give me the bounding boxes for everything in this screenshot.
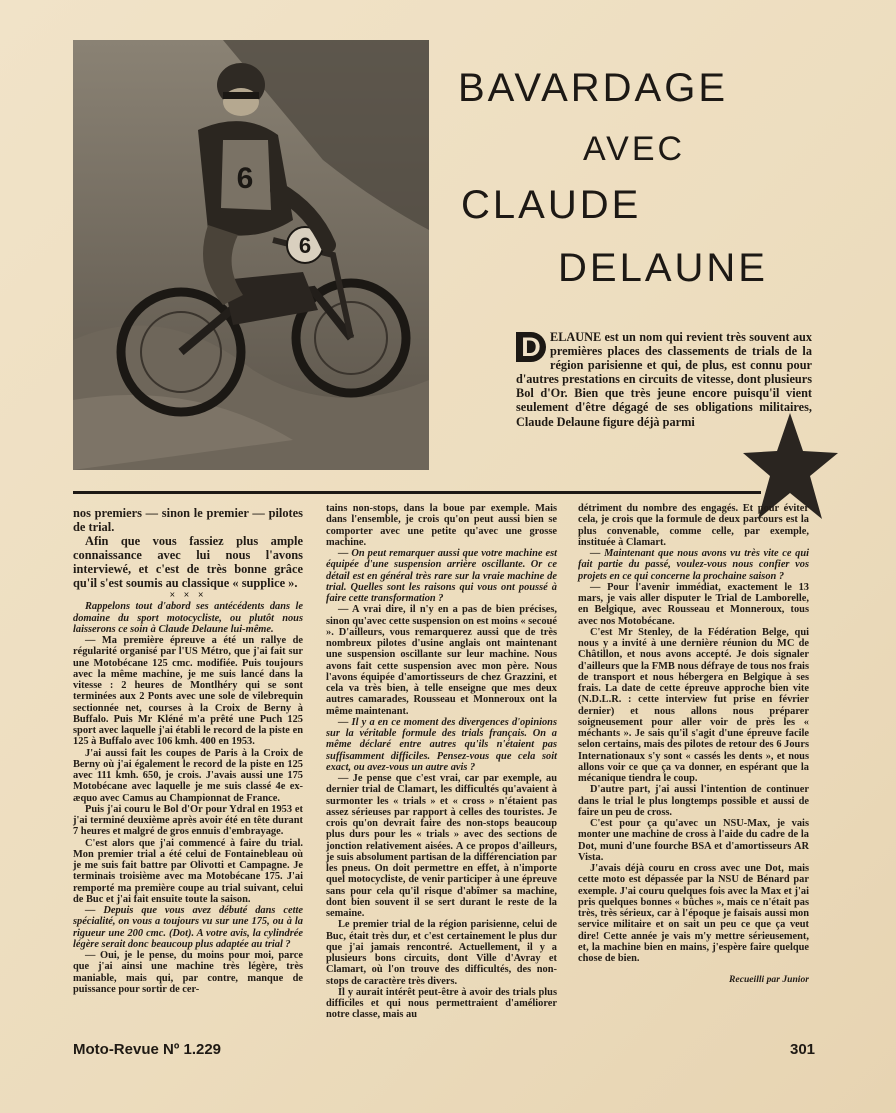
col1-paragraph: Rappelons tout d'abord ses antécédents dans le domaine du sport motocycliste, ou plutôt nous laisserons ce soin à Claude Delaune lui-même. [73,601,303,635]
col3-paragraph: — Maintenant que nous avons vu très vite ce qui fait partie du passé, voulez-vous nous confier vos projets en ce qui concerne la prochaine saison ? [578,548,809,582]
col2-paragraph: tains non-stops, dans la boue par exemple. Mais dans l'ensemble, je crois qu'on peut aussi bien se comporter avec une petite qu'avec une grosse machine. [326,503,557,548]
col3-paragraph: D'autre part, j'ai aussi l'intention de continuer dans le trial le plus longtemps possible et aussi de faire un peu de cross. [578,784,809,818]
col3-paragraph: — Pour l'avenir immédiat, exactement le 13 mars, je vais aller disputer le Trial de Lamborelle, en Belgique, avec Rousseau et Monneroux, tous avec nos Motobécane. [578,581,809,627]
title-line-3: CLAUDE [461,183,642,227]
col1-paragraph: J'ai aussi fait les coupes de Paris à la Croix de Berny où j'ai également le record de la piste en 125 avec 111 kmh. 650, je crois. J'avais aussi une 175 Motobécane avec laquelle je me suis classé 4e ex-æquo avec Camus au Championnat de France. [73,747,303,804]
col2-paragraph: — Il y a en ce moment des divergences d'opinions sur la véritable formule des trials français. On a même déclaré entre autres qu'ils n'étaient pas suffisamment difficiles. Pensez-vous que cela soit exact, ou avez-vous un autre avis ? [326,716,557,773]
intro-text: ELAUNE est un nom qui revient très souvent aux premières places des classements de trials de la région parisienne et qui, de plus, est connu pour d'autres prestations en circuits de vitesse, dont plusieurs Bol d'Or. Bien que très jeune encore puisqu'il vient seulement d'être dégagé de ses obligations militaires, Claude Delaune figure déjà parmi [516,330,812,429]
col2-paragraph: — A vrai dire, il n'y en a pas de bien précises, sinon qu'avec cette suspension on est moins « secoué ». D'ailleurs, vous remarquerez aussi que de très nombreux pilotes d'usine anglais ont maintenant une suspension oscillante sur leur machine. Nous avons fait cette suspension avec mon père. Nous l'avons équipée d'amortisseurs de chez Grazzini, et cela va très bien, à telle enseigne que mes deux autres camarades, Rousseau et Monneroux ont la même maintenant. [326,604,557,717]
footer-page-number: 301 [790,1041,816,1058]
col1-paragraph: — Oui, je le pense, du moins pour moi, parce que j'ai ainsi une machine très légère, très maniable, mais qui, par contre, manque de puissance pour sortir de cer- [73,950,303,995]
footer-magazine: Moto-Revue Nº 1.229 [73,1041,222,1058]
col1-paragraph: Puis j'ai couru le Bol d'Or pour Ydral en 1953 et j'ai terminé deuxième après avoir été en tête durant 7 heures et malgré de gros ennuis d'embrayage. [73,803,303,838]
col3-paragraph: J'avais déjà couru en cross avec une Dot, mais cette moto est dépassée par la NSU de Bénard par exemple. J'ai couru quelques fois avec la Max et j'ai pris quelques bonnes « bûches », mais ce n'était pas très, très sérieux, car à l'époque je faisais aussi mon service militaire et on sait un peu ce que ça veut dire! Cette année je vais m'y mettre sérieusement, et, la machine bien en mains, j'espère faire quelque chose de bien. [578,863,809,964]
col3-paragraph: C'est Mr Stenley, de la Fédération Belge, qui nous y a invité à une dernière réunion du MC de Châtillon, et nous avons accepté. Je dois signaler d'ailleurs que la FMB nous défraye de tous nos frais de transport et nous hébergera en Belgique à ses frais. La date de cette épreuve approche bien vite (N.D.L.R. : cette interview fut prise en février dernier) et nous allons nous préparer soigneusement pour aller voir de près les « méchants ». Je sais qu'il s'agit d'une épreuve facile selon certains, mais des pilotes de retour des 6 Jours Internationaux s'y sont « cassés les dents », et nous allons voir ce que ça va donner, en espérant que la mécanique tiendra le coup. [578,626,809,784]
col2-paragraph: Le premier trial de la région parisienne, celui de Buc, était très dur, et c'est certainement le plus dur que j'ai jamais rencontré. Actuellement, il y a plusieurs bons circuits, dont Ville d'Avray et Clamart, où l'on trouve des difficultés, des non-stops de caractère très divers. [326,919,557,987]
column-1 [73,506,303,995]
dropcap: D [516,332,546,362]
col1-paragraph: C'est alors que j'ai commencé à faire du trial. Mon premier trial a été celui de Fontainebleau où je me suis fait battre par Olivotti et Campagne. Je terminais troisième avec ma Motobécane 175. J'ai remporté ma première coupe au trial suivant, celui de Buc et j'ai fait ensuite toute la saison. [73,837,303,905]
column-3 [578,503,809,986]
col2-paragraph: Il y aurait intérêt peut-être à avoir des trials plus difficiles et qui nous permettraient d'améliorer notre classe, mais au [326,986,557,1021]
col1-paragraph: — Ma première épreuve a été un rallye de régularité organisé par l'US Métro, que j'ai fait sur une Motobécane 125 cmc. modifiée. Puis toujours avec la même machine, je me suis lancé dans la vitesse : 2 heures de Montlhéry qui se sont terminées aux 2 Ponts avec une sole de vilebrequin sectionnée net, courses à la Croix de Berny à Buffalo. Puis Mr Kléné m'a prêté une Puch 125 sport avec laquelle j'ai établi le record de la piste en 125 à Buffalo avec 106 kmh. 400 en 1953. [73,635,303,748]
rider-photo [73,40,429,470]
col3-paragraph: détriment du nombre des engagés. Et pour éviter cela, je crois que la formule de deux parcours est la plus convenable, comme celle, par exemple, instituée à Clamart. [578,503,809,548]
title-line-1: BAVARDAGE [458,66,729,110]
col3-paragraph: Recueilli par Junior [729,974,809,986]
col1-paragraph: nos premiers — sinon le premier — pilotes de trial. [73,506,303,534]
title-line-4: DELAUNE [558,246,768,290]
col3-paragraph: C'est pour ça qu'avec un NSU-Max, je vais monter une machine de cross à l'aide du cadre de la Dot, muni d'une fourche BSA et d'amortisseurs AR Vista. [578,818,809,863]
motorcycle-rider-illustration [73,40,429,470]
section-rule [73,491,761,494]
title-line-2: AVEC [583,130,686,168]
rider-bib-number: 6 [236,162,254,195]
column-2 [326,503,557,1021]
col2-paragraph: — Je pense que c'est vrai, car par exemple, au dernier trial de Clamart, les difficultés qu'avaient à surmonter les « trials » et « cross » n'étaient pas assez sérieuses par rapport à celles des touristes. Je crois qu'on devrait faire des non-stops beaucoup plus durs pour les « trials » avec des sections de jonction relativement aisées. A ce propos d'ailleurs, je suis absolument partisan de la différenciation par les pneus. On doit permettre en effet, à n'importe quel motocycliste, de venir participer à une épreuve sans pour cela qu'il risque d'abîmer sa machine, dont bien souvent il se sert durant le reste de la semaine. [326,773,557,919]
col1-paragraph: — Depuis que vous avez débuté dans cette spécialité, on vous a toujours vu sur une 175, ou à la rigueur une 200 cmc. (Dot). A votre avis, la cylindrée légère serait donc beaucoup plus adaptée au trial ? [73,905,303,950]
col1-paragraph: × × × [169,590,207,601]
col1-paragraph: Afin que vous fassiez plus ample connaissance avec lui nous l'avons interviewé, et c'est de très bonne grâce qu'il s'est soumis au classique « supplice ». [73,534,303,590]
front-plate-number: 6 [298,233,312,258]
col2-paragraph: — On peut remarquer aussi que votre machine est équipée d'une suspension arrière oscillante. Or ce détail est en général très rare sur la vraie machine de trial. Quelles sont les raisons qui vous ont poussé à faire cette transformation ? [326,548,557,604]
